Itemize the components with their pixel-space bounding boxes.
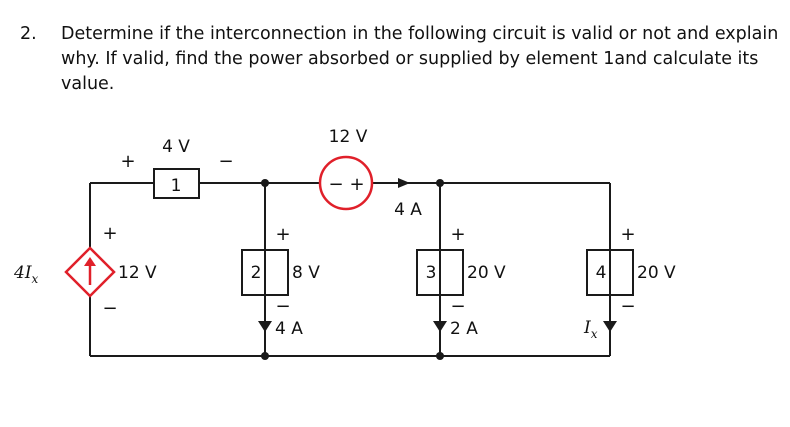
question-text: Determine if the interconnection in the following circuit is valid or not and explain why. If valid, find the power absorbed or supplied by element 1and calculate its value. [61,24,779,94]
dependent-source-gain: $4I_x$ [14,263,39,286]
element-3-current-arrow [433,321,447,332]
element-2-minus: − [275,296,291,317]
element-3-voltage: 20 V [467,263,506,283]
source-12v-plus: + [349,174,365,195]
source-12v-voltage: 12 V [328,127,368,147]
element-1-plus: + [120,151,136,172]
top-current-arrow [398,178,410,188]
dependent-source-minus: − [102,298,118,319]
element-3-minus: − [450,296,466,317]
element-4-minus: − [620,296,636,317]
element-4-voltage: 20 V [637,263,676,283]
element-2-plus: + [275,224,291,245]
element-2-current-arrow [258,321,272,332]
element-3-plus: + [450,224,466,245]
element-4-id: 4 [595,263,607,283]
dependent-source-voltage: 12 V [118,263,157,283]
element-4-current: $I_x$ [584,318,598,341]
element-3-id: 3 [425,263,437,283]
element-4-current-arrow [603,321,617,332]
node-bottom-2 [261,352,269,360]
node-top-3 [436,179,444,187]
question-number: 2. [20,24,37,44]
element-1-id: 1 [170,176,182,196]
element-4-plus: + [620,224,636,245]
node-top-2 [261,179,269,187]
source-12v-minus: − [328,174,344,195]
element-2-voltage: 8 V [292,263,320,283]
element-2-current: 4 A [275,319,303,339]
element-1-voltage: 4 V [162,137,190,157]
element-3-current: 2 A [450,319,478,339]
element-1-minus: − [218,151,234,172]
dependent-source [66,248,114,296]
element-2-id: 2 [250,263,262,283]
top-current-label: 4 A [394,200,422,220]
dependent-source-plus: + [102,223,118,244]
node-bottom-3 [436,352,444,360]
